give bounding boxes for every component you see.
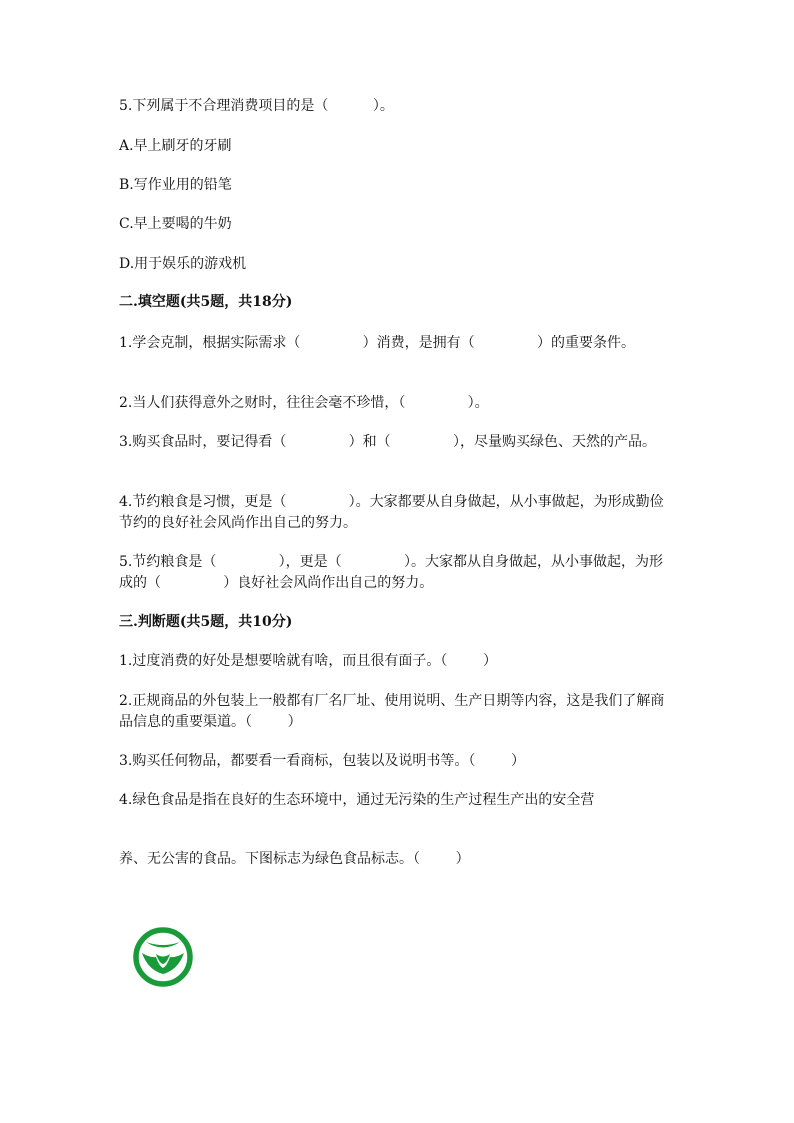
fill-item-2: 2.当人们获得意外之财时，往往会毫不珍惜，（ ）。 [119, 395, 489, 411]
judge-item-4-continuation: 养、无公害的食品。下图标志为绿色食品标志。（ ） [119, 851, 470, 867]
fill-section-title: 二.填空题(共5题，共18分) [119, 294, 293, 310]
fill-item-3: 3.购买食品时，要记得看（ ）和（ ），尽量购买绿色、天然的产品。 [119, 434, 656, 450]
fill-item-1: 1.学会克制，根据实际需求（ ）消费，是拥有（ ）的重要条件。 [119, 335, 635, 351]
logo-top-leaf [146, 942, 180, 948]
option-b: B.写作业用的铅笔 [119, 177, 232, 193]
judge-item-4: 4.绿色食品是指在良好的生态环境中，通过无污染的生产过程生产出的安全营 [119, 792, 595, 808]
judge-item-2: 2.正规商品的外包装上一般都有厂名厂址、使用说明、生产日期等内容，这是我们了解商品信息的重要渠道。（ ） [119, 693, 665, 730]
question-5-stem: 5.下列属于不合理消费项目的是（ ）。 [119, 98, 394, 114]
option-d: D.用于娱乐的游戏机 [119, 256, 247, 272]
judge-section-title: 三.判断题(共5题，共10分) [119, 614, 293, 630]
green-food-logo-icon [132, 926, 194, 988]
fill-item-4: 4.节约粮食是习惯，更是（ ）。大家都要从自身做起，从小事做起，为形成勤俭节约的良好社会风尚作出自己的努力。 [119, 494, 664, 531]
judge-item-1: 1.过度消费的好处是想要啥就有啥，而且很有面子。（ ） [119, 653, 497, 669]
fill-item-5: 5.节约粮食是（ ），更是（ ）。大家都从自身做起，从小事做起，为形成的（ ）良好社会风尚作出自己的努力。 [119, 554, 663, 591]
option-c: C.早上要喝的牛奶 [119, 216, 232, 232]
judge-item-3: 3.购买任何物品，都要看一看商标，包装以及说明书等。（ ） [119, 753, 525, 769]
option-a: A.早上刷牙的牙刷 [119, 138, 232, 154]
